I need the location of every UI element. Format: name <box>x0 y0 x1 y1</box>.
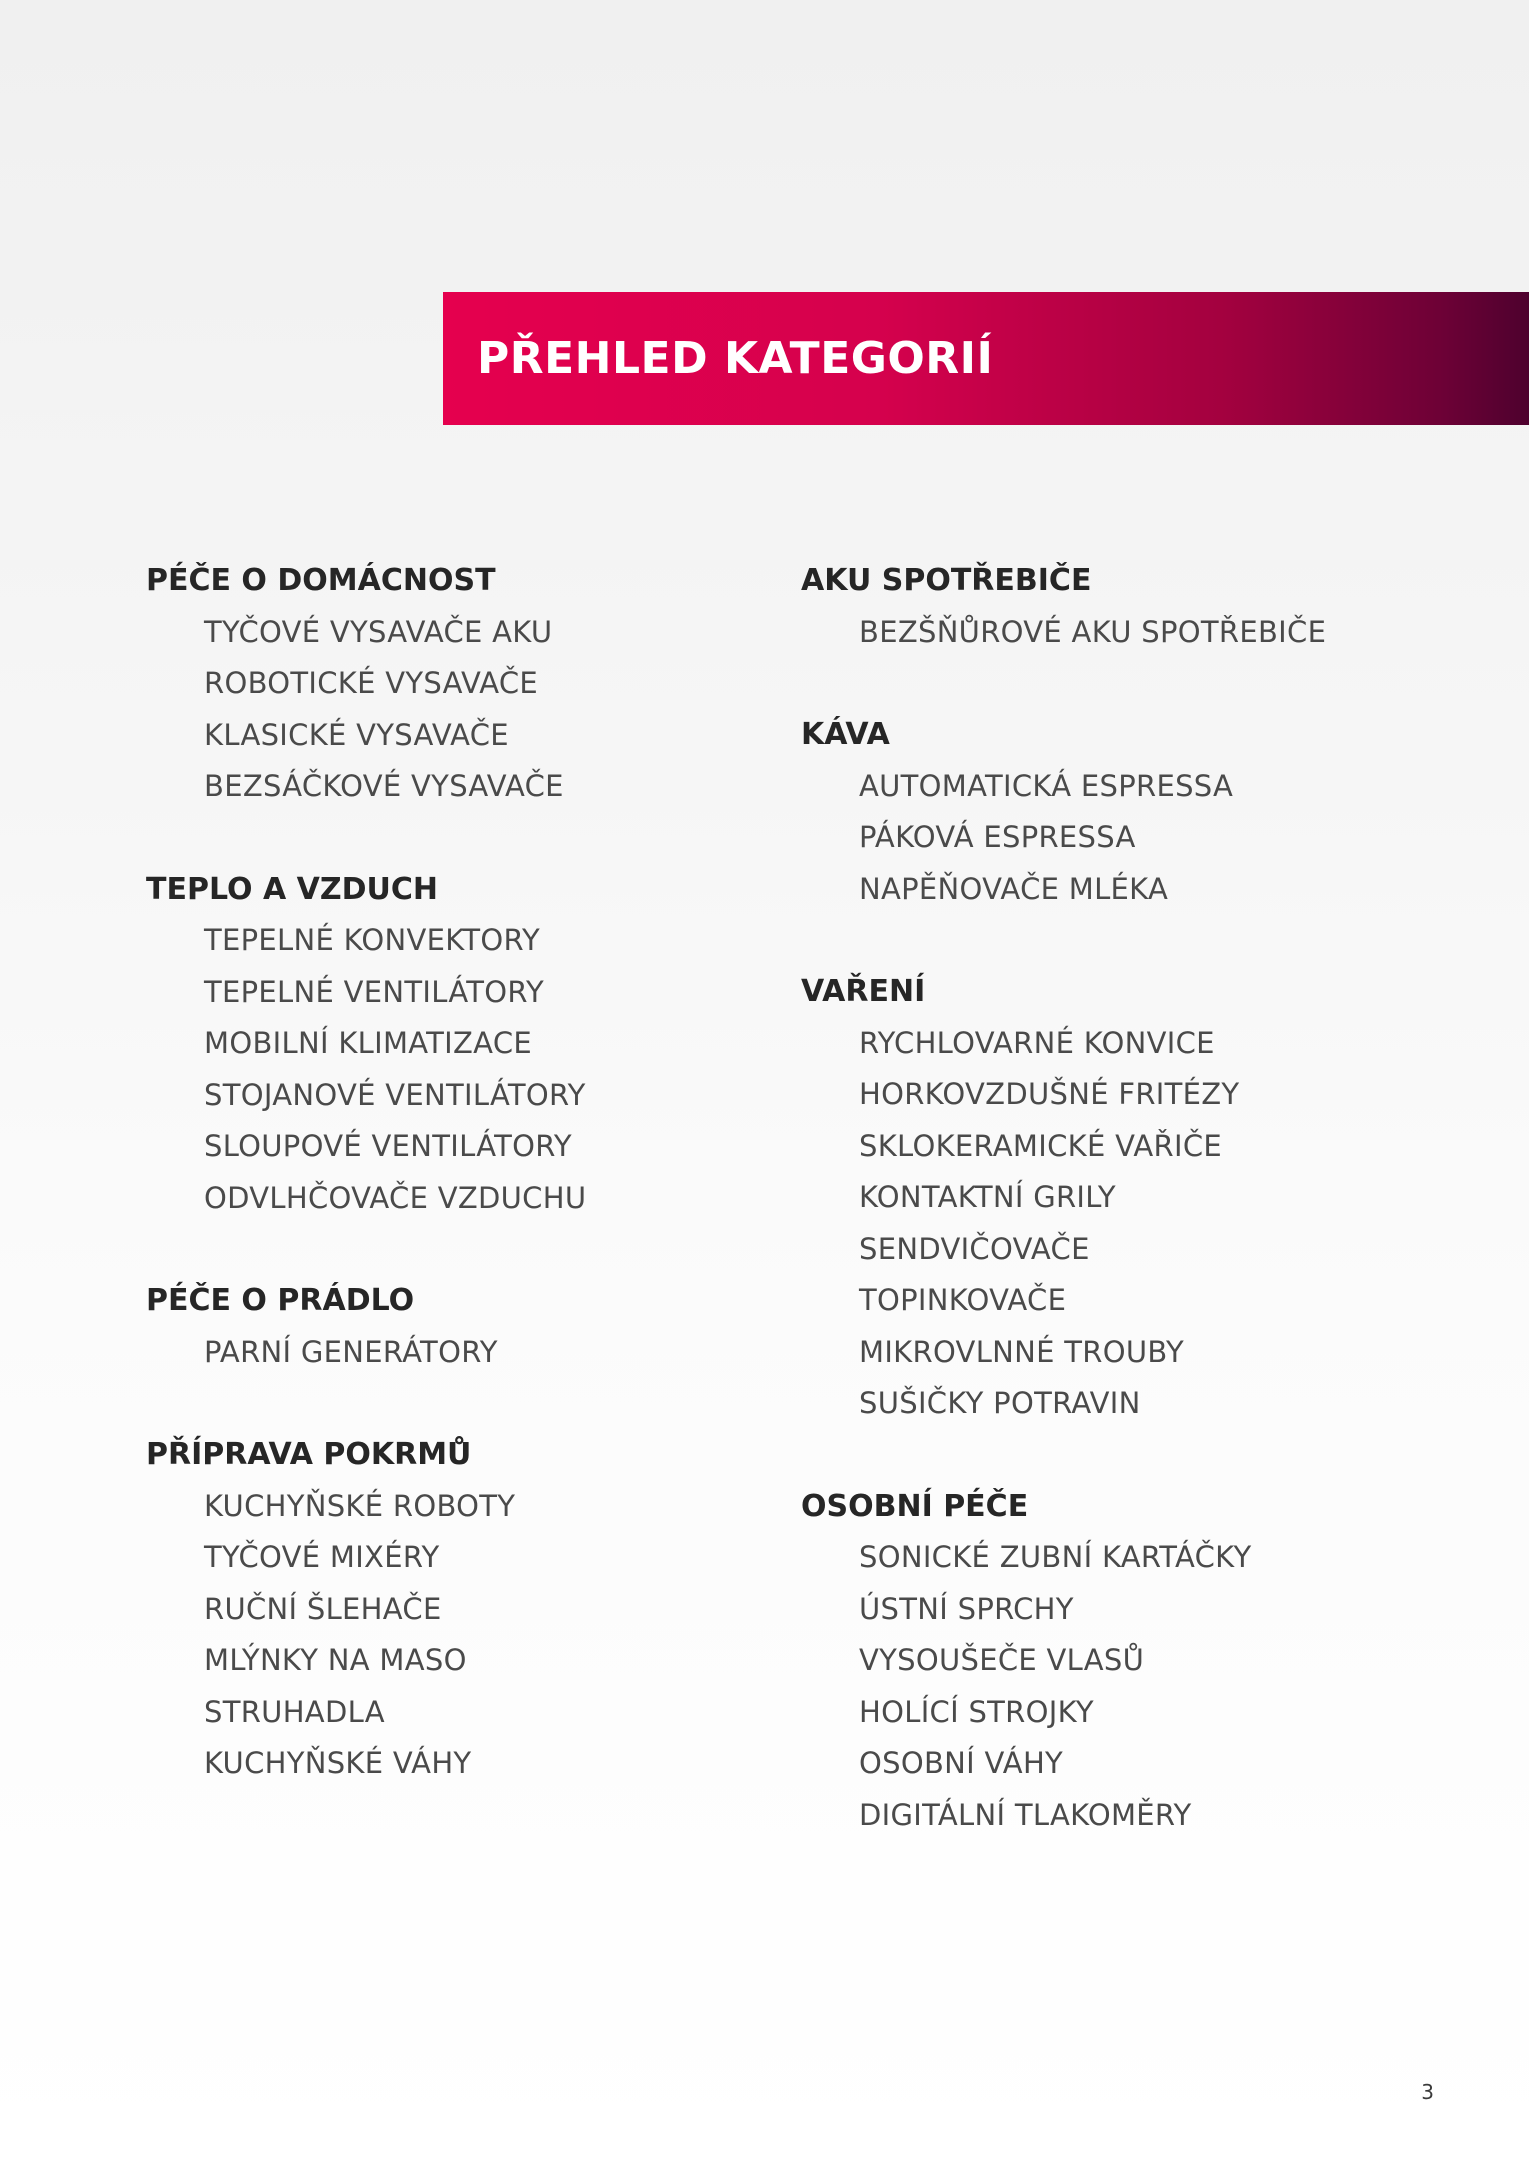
category-section <box>146 1429 786 1790</box>
category-heading: TEPLO A VZDUCH <box>146 871 438 907</box>
page-title: PŘEHLED KATEGORIÍ <box>477 333 994 384</box>
category-heading: PÉČE O DOMÁCNOST <box>146 563 496 598</box>
category-section <box>146 864 786 1225</box>
subcategory-item: ÚSTNÍ SPRCHY <box>859 1591 1074 1626</box>
subcategory-item: DIGITÁLNÍ TLAKOMĚRY <box>859 1797 1192 1832</box>
category-section <box>801 555 1441 658</box>
category-heading: PŘÍPRAVA POKRMŮ <box>146 1437 472 1472</box>
subcategory-item: HOLÍCÍ STROJKY <box>859 1694 1094 1729</box>
subcategory-item: MIKROVLNNÉ TROUBY <box>859 1334 1185 1369</box>
category-section <box>801 966 1441 1430</box>
category-section <box>801 709 1441 915</box>
subcategory-item: SKLOKERAMICKÉ VAŘIČE <box>859 1128 1223 1163</box>
subcategory-list <box>801 607 1441 659</box>
subcategory-item: PÁKOVÁ ESPRESSA <box>859 820 1136 854</box>
subcategory-item: HORKOVZDUŠNÉ FRITÉZY <box>859 1077 1240 1111</box>
subcategory-item: BEZŠŇŮROVÉ AKU SPOTŘEBIČE <box>859 614 1327 649</box>
subcategory-list <box>146 1327 786 1379</box>
subcategory-item: ODVLHČOVAČE VZDUCHU <box>204 1180 587 1215</box>
subcategory-item: TYČOVÉ VYSAVAČE AKU <box>204 614 553 649</box>
category-heading: VAŘENÍ <box>801 974 926 1009</box>
subcategory-item: NAPĚŇOVAČE MLÉKA <box>859 871 1169 906</box>
subcategory-item: SONICKÉ ZUBNÍ KARTÁČKY <box>859 1540 1252 1574</box>
subcategory-item: SUŠIČKY POTRAVIN <box>859 1386 1141 1420</box>
category-section <box>146 555 786 813</box>
subcategory-item: STRUHADLA <box>204 1694 385 1729</box>
subcategory-item: MLÝNKY NA MASO <box>204 1643 467 1677</box>
category-heading: PÉČE O PRÁDLO <box>146 1283 415 1318</box>
subcategory-item: KLASICKÉ VYSAVAČE <box>204 717 509 752</box>
subcategory-item: PARNÍ GENERÁTORY <box>204 1334 498 1369</box>
subcategory-item: AUTOMATICKÁ ESPRESSA <box>859 768 1234 803</box>
right-category-column <box>801 555 1441 1892</box>
subcategory-list <box>146 915 786 1224</box>
left-category-column <box>146 555 786 1841</box>
subcategory-item: ROBOTICKÉ VYSAVAČE <box>204 666 539 700</box>
subcategory-list <box>801 1532 1441 1841</box>
subcategory-list <box>801 1018 1441 1430</box>
subcategory-item: RYCHLOVARNÉ KONVICE <box>859 1025 1215 1060</box>
subcategory-item: TYČOVÉ MIXÉRY <box>204 1540 440 1574</box>
subcategory-list <box>146 1481 786 1790</box>
category-heading: AKU SPOTŘEBIČE <box>801 563 1092 598</box>
category-heading: OSOBNÍ PÉČE <box>801 1488 1029 1524</box>
subcategory-item: TEPELNÉ VENTILÁTORY <box>204 974 545 1009</box>
subcategory-item: KUCHYŇSKÉ VÁHY <box>204 1746 472 1780</box>
category-section <box>146 1275 786 1378</box>
subcategory-item: TOPINKOVAČE <box>859 1283 1067 1317</box>
page-number: 3 <box>1421 2080 1434 2104</box>
subcategory-item: STOJANOVÉ VENTILÁTORY <box>204 1077 586 1112</box>
category-heading: KÁVA <box>801 717 890 752</box>
subcategory-item: MOBILNÍ KLIMATIZACE <box>204 1026 532 1060</box>
subcategory-item: VYSOUŠEČE VLASŮ <box>859 1643 1145 1677</box>
subcategory-item: OSOBNÍ VÁHY <box>859 1746 1064 1780</box>
subcategory-item: RUČNÍ ŠLEHAČE <box>204 1591 442 1626</box>
subcategory-item: TEPELNÉ KONVEKTORY <box>204 923 541 957</box>
subcategory-list <box>146 607 786 813</box>
subcategory-list <box>801 761 1441 916</box>
subcategory-item: BEZSÁČKOVÉ VYSAVAČE <box>204 769 564 803</box>
title-banner <box>443 292 1529 425</box>
subcategory-item: KONTAKTNÍ GRILY <box>859 1180 1116 1214</box>
subcategory-item: SENDVIČOVAČE <box>859 1231 1090 1266</box>
category-section <box>801 1481 1441 1842</box>
subcategory-item: KUCHYŇSKÉ ROBOTY <box>204 1488 516 1523</box>
subcategory-item: SLOUPOVÉ VENTILÁTORY <box>204 1129 572 1163</box>
